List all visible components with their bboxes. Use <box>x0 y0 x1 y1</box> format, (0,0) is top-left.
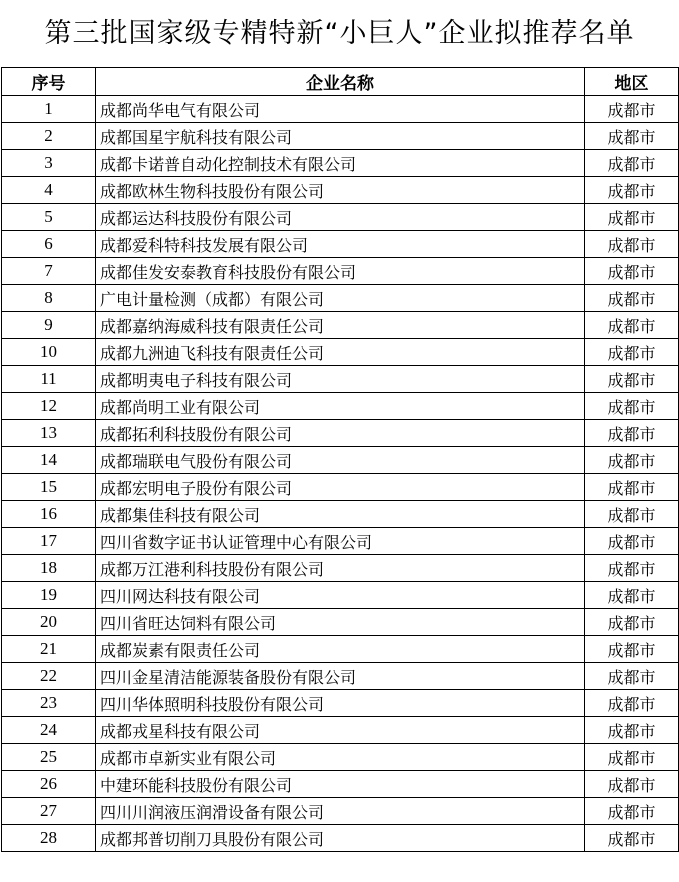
row-region: 成都市 <box>585 690 679 717</box>
table-row <box>2 204 679 231</box>
row-company-name: 成都市卓新实业有限公司 <box>96 744 585 771</box>
row-region: 成都市 <box>585 798 679 825</box>
row-region: 成都市 <box>585 717 679 744</box>
row-region: 成都市 <box>585 312 679 339</box>
row-company-name: 成都卡诺普自动化控制技术有限公司 <box>96 150 585 177</box>
row-region: 成都市 <box>585 96 679 123</box>
row-region: 成都市 <box>585 582 679 609</box>
row-region: 成都市 <box>585 231 679 258</box>
table-row <box>2 258 679 285</box>
row-region: 成都市 <box>585 744 679 771</box>
row-company-name: 四川省数字证书认证管理中心有限公司 <box>96 528 585 555</box>
row-region: 成都市 <box>585 393 679 420</box>
table-row <box>2 690 679 717</box>
row-company-name: 成都戎星科技有限公司 <box>96 717 585 744</box>
row-region: 成都市 <box>585 420 679 447</box>
row-company-name: 成都尚华电气有限公司 <box>96 96 585 123</box>
row-region: 成都市 <box>585 366 679 393</box>
table-row <box>2 366 679 393</box>
row-index: 15 <box>2 474 96 501</box>
row-company-name: 成都爱科特科技发展有限公司 <box>96 231 585 258</box>
row-index: 9 <box>2 312 96 339</box>
page-title: 第三批国家级专精特新“小巨人”企业拟推荐名单 <box>44 18 635 49</box>
row-index: 24 <box>2 717 96 744</box>
row-company-name: 四川省旺达饲料有限公司 <box>96 609 585 636</box>
row-region: 成都市 <box>585 285 679 312</box>
table-row <box>2 501 679 528</box>
row-index: 17 <box>2 528 96 555</box>
table-row <box>2 474 679 501</box>
row-region: 成都市 <box>585 609 679 636</box>
table-row <box>2 177 679 204</box>
row-region: 成都市 <box>585 258 679 285</box>
table-row <box>2 771 679 798</box>
row-region: 成都市 <box>585 177 679 204</box>
table-row <box>2 393 679 420</box>
header-company-name: 企业名称 <box>96 68 585 96</box>
row-index: 16 <box>2 501 96 528</box>
row-region: 成都市 <box>585 771 679 798</box>
row-region: 成都市 <box>585 474 679 501</box>
row-index: 5 <box>2 204 96 231</box>
row-index: 3 <box>2 150 96 177</box>
row-company-name: 成都嘉纳海威科技有限责任公司 <box>96 312 585 339</box>
row-company-name: 广电计量检测（成都）有限公司 <box>96 285 585 312</box>
row-region: 成都市 <box>585 150 679 177</box>
row-company-name: 四川金星清洁能源装备股份有限公司 <box>96 663 585 690</box>
row-index: 28 <box>2 825 96 852</box>
row-index: 10 <box>2 339 96 366</box>
row-index: 20 <box>2 609 96 636</box>
row-company-name: 成都拓利科技股份有限公司 <box>96 420 585 447</box>
table-row <box>2 555 679 582</box>
row-region: 成都市 <box>585 447 679 474</box>
row-company-name: 四川网达科技有限公司 <box>96 582 585 609</box>
table-row <box>2 663 679 690</box>
row-company-name: 四川华体照明科技股份有限公司 <box>96 690 585 717</box>
row-company-name: 成都炭素有限责任公司 <box>96 636 585 663</box>
row-company-name: 成都运达科技股份有限公司 <box>96 204 585 231</box>
row-index: 26 <box>2 771 96 798</box>
header-index: 序号 <box>2 68 96 96</box>
table-row <box>2 231 679 258</box>
row-region: 成都市 <box>585 123 679 150</box>
row-region: 成都市 <box>585 501 679 528</box>
row-index: 11 <box>2 366 96 393</box>
table-row <box>2 285 679 312</box>
table-row <box>2 609 679 636</box>
table-row <box>2 717 679 744</box>
row-index: 27 <box>2 798 96 825</box>
row-index: 8 <box>2 285 96 312</box>
table-row <box>2 339 679 366</box>
table-row <box>2 636 679 663</box>
row-region: 成都市 <box>585 528 679 555</box>
row-index: 18 <box>2 555 96 582</box>
table-row <box>2 582 679 609</box>
row-company-name: 成都邦普切削刀具股份有限公司 <box>96 825 585 852</box>
table-row <box>2 447 679 474</box>
row-region: 成都市 <box>585 636 679 663</box>
row-company-name: 成都九洲迪飞科技有限责任公司 <box>96 339 585 366</box>
table-row <box>2 312 679 339</box>
table-row <box>2 825 679 852</box>
row-company-name: 四川川润液压润滑设备有限公司 <box>96 798 585 825</box>
row-index: 23 <box>2 690 96 717</box>
table-row <box>2 420 679 447</box>
row-index: 25 <box>2 744 96 771</box>
table-row <box>2 744 679 771</box>
row-company-name: 成都国星宇航科技有限公司 <box>96 123 585 150</box>
row-index: 7 <box>2 258 96 285</box>
row-company-name: 成都欧林生物科技股份有限公司 <box>96 177 585 204</box>
row-index: 2 <box>2 123 96 150</box>
header-region: 地区 <box>585 68 679 96</box>
row-index: 13 <box>2 420 96 447</box>
table-body <box>2 96 679 852</box>
row-company-name: 成都瑞联电气股份有限公司 <box>96 447 585 474</box>
row-company-name: 成都宏明电子股份有限公司 <box>96 474 585 501</box>
row-region: 成都市 <box>585 825 679 852</box>
table-row <box>2 96 679 123</box>
table-row <box>2 798 679 825</box>
row-company-name: 成都明夷电子科技有限公司 <box>96 366 585 393</box>
row-index: 1 <box>2 96 96 123</box>
row-company-name: 成都集佳科技有限公司 <box>96 501 585 528</box>
row-region: 成都市 <box>585 663 679 690</box>
row-index: 6 <box>2 231 96 258</box>
row-index: 22 <box>2 663 96 690</box>
row-company-name: 中建环能科技股份有限公司 <box>96 771 585 798</box>
row-region: 成都市 <box>585 555 679 582</box>
table-header-row <box>2 68 679 96</box>
row-company-name: 成都万江港利科技股份有限公司 <box>96 555 585 582</box>
row-index: 14 <box>2 447 96 474</box>
row-index: 12 <box>2 393 96 420</box>
row-index: 4 <box>2 177 96 204</box>
row-region: 成都市 <box>585 204 679 231</box>
table-row <box>2 150 679 177</box>
row-index: 19 <box>2 582 96 609</box>
row-company-name: 成都佳发安泰教育科技股份有限公司 <box>96 258 585 285</box>
table-row <box>2 123 679 150</box>
table-row <box>2 528 679 555</box>
row-index: 21 <box>2 636 96 663</box>
row-region: 成都市 <box>585 339 679 366</box>
row-company-name: 成都尚明工业有限公司 <box>96 393 585 420</box>
company-table <box>1 67 679 852</box>
